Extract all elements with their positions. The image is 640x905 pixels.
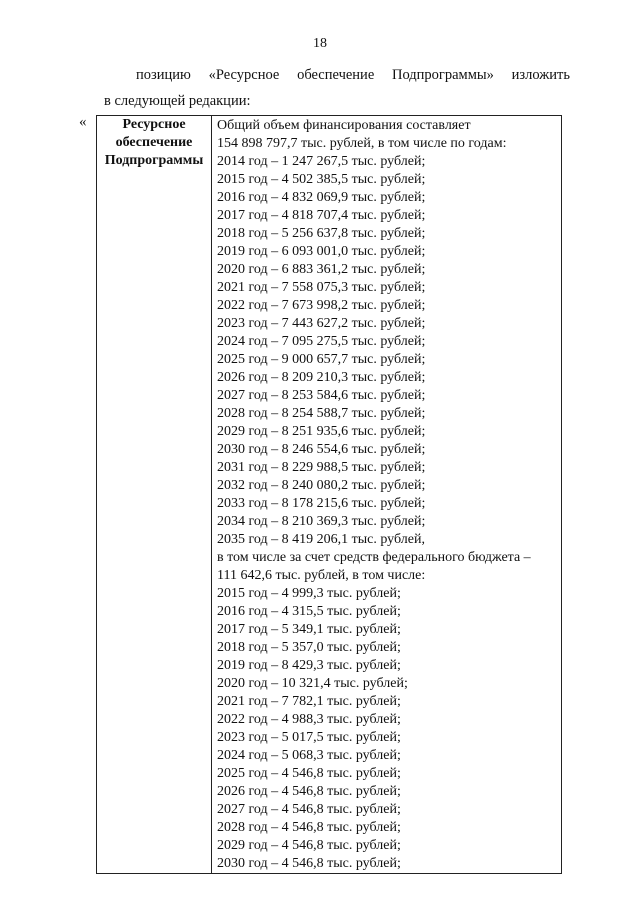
funding-line: 2017 год – 4 818 707,4 тыс. рублей; — [217, 208, 426, 223]
funding-line: 154 898 797,7 тыс. рублей, в том числе по годам: — [217, 136, 507, 151]
funding-line: 2028 год – 8 254 588,7 тыс. рублей; — [217, 406, 426, 421]
funding-line: 2033 год – 8 178 215,6 тыс. рублей; — [217, 496, 426, 511]
resource-label-line: обеспечение — [115, 135, 193, 150]
funding-line: 2029 год – 8 251 935,6 тыс. рублей; — [217, 424, 426, 439]
table-row — [97, 116, 562, 874]
funding-line: 2020 год – 10 321,4 тыс. рублей; — [217, 676, 408, 691]
funding-line: 2018 год – 5 357,0 тыс. рублей; — [217, 640, 401, 655]
funding-line: 2023 год – 7 443 627,2 тыс. рублей; — [217, 316, 426, 331]
funding-line: в том числе за счет средств федерального бюджета – — [217, 550, 531, 565]
funding-line: 2024 год – 5 068,3 тыс. рублей; — [217, 748, 401, 763]
funding-line: 2016 год – 4 315,5 тыс. рублей; — [217, 604, 401, 619]
funding-line: 2030 год – 4 546,8 тыс. рублей; — [217, 856, 401, 871]
funding-line: 2017 год – 5 349,1 тыс. рублей; — [217, 622, 401, 637]
funding-line: 2035 год – 8 419 206,1 тыс. рублей, — [217, 532, 425, 547]
funding-line: 2019 год – 8 429,3 тыс. рублей; — [217, 658, 401, 673]
funding-line: 2023 год – 5 017,5 тыс. рублей; — [217, 730, 401, 745]
funding-line: 2026 год – 4 546,8 тыс. рублей; — [217, 784, 401, 799]
funding-details-cell — [212, 116, 562, 874]
resource-label-line: Ресурсное — [122, 117, 186, 132]
resource-table — [96, 115, 562, 874]
intro-paragraph — [104, 62, 570, 114]
resource-label-line: Подпрограммы — [104, 153, 204, 168]
funding-line: 2027 год – 8 253 584,6 тыс. рублей; — [217, 388, 426, 403]
funding-line: 2014 год – 1 247 267,5 тыс. рублей; — [217, 154, 426, 169]
funding-line: 2016 год – 4 832 069,9 тыс. рублей; — [217, 190, 426, 205]
intro-word: позицию — [136, 67, 191, 83]
funding-line: 2026 год – 8 209 210,3 тыс. рублей; — [217, 370, 426, 385]
funding-line: 2021 год – 7 558 075,3 тыс. рублей; — [217, 280, 426, 295]
funding-line: 2034 год – 8 210 369,3 тыс. рублей; — [217, 514, 426, 529]
intro-word: обеспечение — [297, 67, 375, 83]
funding-line: 2015 год – 4 502 385,5 тыс. рублей; — [217, 172, 426, 187]
intro-line-2: в следующей редакции: — [104, 93, 251, 109]
intro-word: «Ресурсное — [208, 67, 280, 83]
funding-line: 2018 год – 5 256 637,8 тыс. рублей; — [217, 226, 426, 241]
intro-line-1 — [104, 62, 570, 88]
funding-line: 2019 год – 6 093 001,0 тыс. рублей; — [217, 244, 426, 259]
funding-line: 2028 год – 4 546,8 тыс. рублей; — [217, 820, 401, 835]
funding-line: 2031 год – 8 229 988,5 тыс. рублей; — [217, 460, 426, 475]
funding-line: 2020 год – 6 883 361,2 тыс. рублей; — [217, 262, 426, 277]
funding-line: 2021 год – 7 782,1 тыс. рублей; — [217, 694, 401, 709]
funding-line: 2025 год – 4 546,8 тыс. рублей; — [217, 766, 401, 781]
page-number: 18 — [313, 36, 327, 51]
funding-line: 2024 год – 7 095 275,5 тыс. рублей; — [217, 334, 426, 349]
funding-line: 2025 год – 9 000 657,7 тыс. рублей; — [217, 352, 426, 367]
funding-lines — [212, 116, 561, 873]
funding-line: 2032 год – 8 240 080,2 тыс. рублей; — [217, 478, 426, 493]
funding-line: 2030 год – 8 246 554,6 тыс. рублей; — [217, 442, 426, 457]
funding-line: 2027 год – 4 546,8 тыс. рублей; — [217, 802, 401, 817]
funding-line: 2015 год – 4 999,3 тыс. рублей; — [217, 586, 401, 601]
funding-line: 2022 год – 7 673 998,2 тыс. рублей; — [217, 298, 426, 313]
funding-line: 2022 год – 4 988,3 тыс. рублей; — [217, 712, 401, 727]
resource-label-cell — [97, 116, 212, 874]
intro-word: Подпрограммы» — [391, 67, 494, 83]
funding-line: 111 642,6 тыс. рублей, в том числе: — [217, 568, 426, 583]
opening-quote-mark: « — [79, 114, 87, 130]
funding-line: 2029 год – 4 546,8 тыс. рублей; — [217, 838, 401, 853]
intro-word: изложить — [511, 67, 570, 83]
funding-line: Общий объем финансирования составляет — [217, 118, 471, 133]
